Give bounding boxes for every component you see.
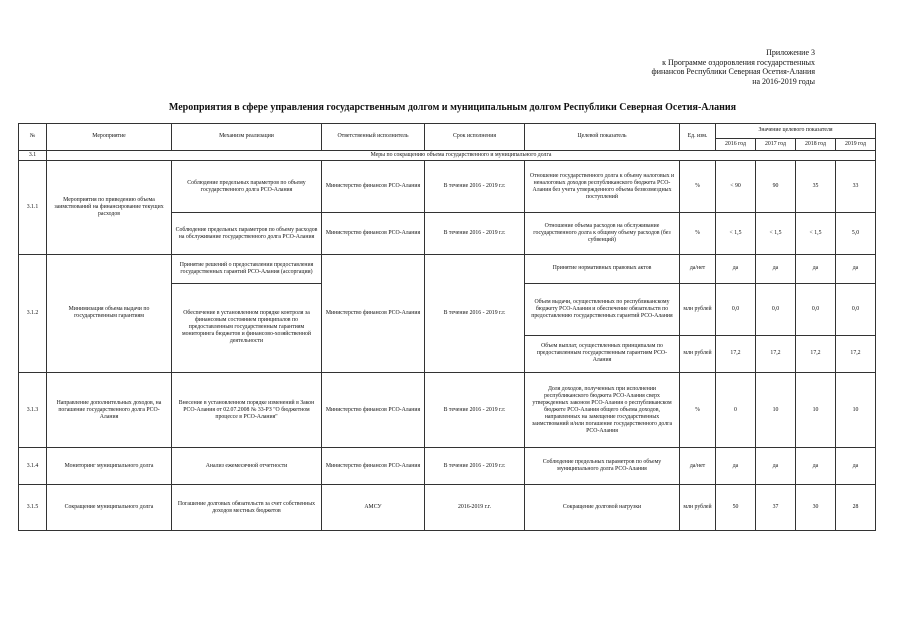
row-value-2017: 17,2 xyxy=(756,335,796,372)
row-executor: Министерство финансов РСО-Алания xyxy=(322,373,425,448)
document-title: Мероприятия в сфере управления государственным долгом и муниципальным долгом Республики Северная Осетия-Алания xyxy=(168,102,737,113)
row-indicator: Объем выдачи, осуществленных по республиканскому бюджету РСО-Алания и обеспечение обязательств по предоставлению государственных гарантий РСО-Алания xyxy=(525,283,680,335)
header-term: Срок исполнения xyxy=(425,124,525,151)
row-unit: да/нет xyxy=(680,447,716,484)
row-value-2019: 28 xyxy=(836,485,876,531)
measures-table xyxy=(18,123,876,531)
row-activity: Мониторинг муниципального долга xyxy=(47,447,172,484)
section-row xyxy=(19,150,876,160)
row-indicator: Сокращение долговой нагрузки xyxy=(525,485,680,531)
row-value-2016: 0,0 xyxy=(716,283,756,335)
row-executor: Министерство финансов РСО-Алания xyxy=(322,254,425,372)
row-executor: Министерство финансов РСО-Алания xyxy=(322,161,425,213)
table-row xyxy=(19,254,876,283)
row-mechanism: Соблюдение предельных параметров по объему расходов на обслуживание государственного долга РСО-Алания xyxy=(172,213,322,255)
row-unit: % xyxy=(680,213,716,255)
row-term: В течение 2016 - 2019 г.г. xyxy=(425,447,525,484)
row-value-2019: 5,0 xyxy=(836,213,876,255)
appendix-line: к Программе оздоровления государственных xyxy=(662,57,815,67)
header-mechanism: Механизм реализации xyxy=(172,124,322,151)
header-unit: Ед. изм. xyxy=(680,124,716,151)
row-value-2018: 17,2 xyxy=(796,335,836,372)
row-indicator: Отношение государственного долга к объему налоговых и неналоговых доходов республиканского бюджета РСО-Алания без учета утвержденного объема безвозмездных поступлений xyxy=(525,161,680,213)
table-row xyxy=(19,447,876,484)
row-mechanism: Внесение в установленном порядке изменений в Закон РСО-Алания от 02.07.2008 № 33-РЗ "О бюджетном процессе в РСО-Алания" xyxy=(172,373,322,448)
appendix-line: на 2016-2019 годы xyxy=(752,76,815,86)
row-value-2016: 17,2 xyxy=(716,335,756,372)
table-row xyxy=(19,161,876,213)
header-year-2017: 2017 год xyxy=(756,138,796,150)
row-value-2016: да xyxy=(716,447,756,484)
row-value-2016: < 1,5 xyxy=(716,213,756,255)
row-value-2017: 90 xyxy=(756,161,796,213)
row-mechanism: Принятие решений о предоставлении предоставления государственных гарантий РСО-Алания (ассоргации) xyxy=(172,254,322,283)
section-title: Меры по сокращению объема государственного и муниципального долга xyxy=(47,150,876,160)
row-executor: Министерство финансов РСО-Алания xyxy=(322,447,425,484)
row-value-2016: да xyxy=(716,254,756,283)
row-value-2019: да xyxy=(836,447,876,484)
row-term: В течение 2016 - 2019 г.г. xyxy=(425,161,525,213)
row-unit: % xyxy=(680,161,716,213)
header-year-2019: 2019 год xyxy=(836,138,876,150)
row-value-2018: да xyxy=(796,254,836,283)
row-mechanism: Погашение долговых обязательств за счет собственных доходов местных бюджетов xyxy=(172,485,322,531)
row-value-2017: 37 xyxy=(756,485,796,531)
row-value-2017: 0,0 xyxy=(756,283,796,335)
row-value-2019: да xyxy=(836,254,876,283)
row-unit: млн рублей xyxy=(680,335,716,372)
row-term: В течение 2016 - 2019 г.г. xyxy=(425,373,525,448)
row-value-2019: 17,2 xyxy=(836,335,876,372)
header-target-value: Значение целевого показателя xyxy=(716,124,876,139)
appendix-line: финансов Республики Северная Осетия-Алания xyxy=(651,67,815,76)
appendix-block xyxy=(555,48,815,86)
row-unit: млн рублей xyxy=(680,485,716,531)
row-value-2019: 33 xyxy=(836,161,876,213)
header-executor: Ответственный исполнитель xyxy=(322,124,425,151)
row-activity: Мероприятия по приведению объема заимствований на финансирование текущих расходов xyxy=(47,161,172,254)
row-value-2017: да xyxy=(756,254,796,283)
row-indicator: Доля доходов, полученных при исполнении республиканского бюджета РСО-Алания сверх утвержденных законом РСО-Алания о республиканском бюджете РСО-Алания общего объема доходов, направленных на замещение государственных заимствований и/или погашение государственного долга РСО-Алания xyxy=(525,373,680,448)
row-indicator: Объем выплат, осуществленных принципалам по предоставленным государственным гарантиям РСО-Алания xyxy=(525,335,680,372)
appendix-line: Приложение 3 xyxy=(766,48,815,57)
row-value-2017: да xyxy=(756,447,796,484)
row-num: 3.1.2 xyxy=(19,254,47,372)
row-value-2018: < 1,5 xyxy=(796,213,836,255)
row-mechanism: Анализ ежемесячной отчетности xyxy=(172,447,322,484)
row-executor: Министерство финансов РСО-Алания xyxy=(322,213,425,255)
row-unit: да/нет xyxy=(680,254,716,283)
header-indicator: Целевой показатель xyxy=(525,124,680,151)
row-num: 3.1.4 xyxy=(19,447,47,484)
row-term: 2016-2019 г.г. xyxy=(425,485,525,531)
table-row xyxy=(19,373,876,448)
row-value-2018: 30 xyxy=(796,485,836,531)
row-indicator: Отношение объема расходов на обслуживание государственного долга к общему объему расходов (без субвенций) xyxy=(525,213,680,255)
row-value-2019: 0,0 xyxy=(836,283,876,335)
header-activity: Мероприятие xyxy=(47,124,172,151)
section-num: 3.1 xyxy=(19,150,47,160)
row-term: В течение 2016 - 2019 г.г. xyxy=(425,213,525,255)
row-num: 3.1.5 xyxy=(19,485,47,531)
row-executor: АМСУ xyxy=(322,485,425,531)
row-mechanism: Соблюдение предельных параметров по объему государственного долга РСО-Алания xyxy=(172,161,322,213)
row-value-2018: 10 xyxy=(796,373,836,448)
row-activity: Минимизация объема выдачи по государственным гарантиям xyxy=(47,254,172,372)
row-value-2019: 10 xyxy=(836,373,876,448)
row-indicator: Принятие нормативных правовых актов xyxy=(525,254,680,283)
row-value-2018: да xyxy=(796,447,836,484)
row-num: 3.1.3 xyxy=(19,373,47,448)
table-row xyxy=(19,485,876,531)
header-num: № xyxy=(19,124,47,151)
row-mechanism: Обеспечение в установленном порядке контроля за финансовым состоянием принципалов по предоставленным государственным гарантиям мониторинга бюджетов и финансово-хозяйственной деятельности xyxy=(172,283,322,372)
row-term: В течение 2016 - 2019 г.г. xyxy=(425,254,525,372)
row-unit: % xyxy=(680,373,716,448)
row-unit: млн рублей xyxy=(680,283,716,335)
row-num: 3.1.1 xyxy=(19,161,47,254)
header-year-2018: 2018 год xyxy=(796,138,836,150)
row-value-2018: 0,0 xyxy=(796,283,836,335)
row-value-2016: < 90 xyxy=(716,161,756,213)
row-value-2018: 35 xyxy=(796,161,836,213)
row-activity: Направление дополнительных доходов, на погашение государственного долга РСО-Алания xyxy=(47,373,172,448)
row-value-2016: 0 xyxy=(716,373,756,448)
row-value-2017: < 1,5 xyxy=(756,213,796,255)
header-year-2016: 2016 год xyxy=(716,138,756,150)
row-value-2016: 50 xyxy=(716,485,756,531)
row-indicator: Соблюдение предельных параметров по объему муниципального долга РСО-Алания xyxy=(525,447,680,484)
row-value-2017: 10 xyxy=(756,373,796,448)
row-activity: Сокращение муниципального долга xyxy=(47,485,172,531)
